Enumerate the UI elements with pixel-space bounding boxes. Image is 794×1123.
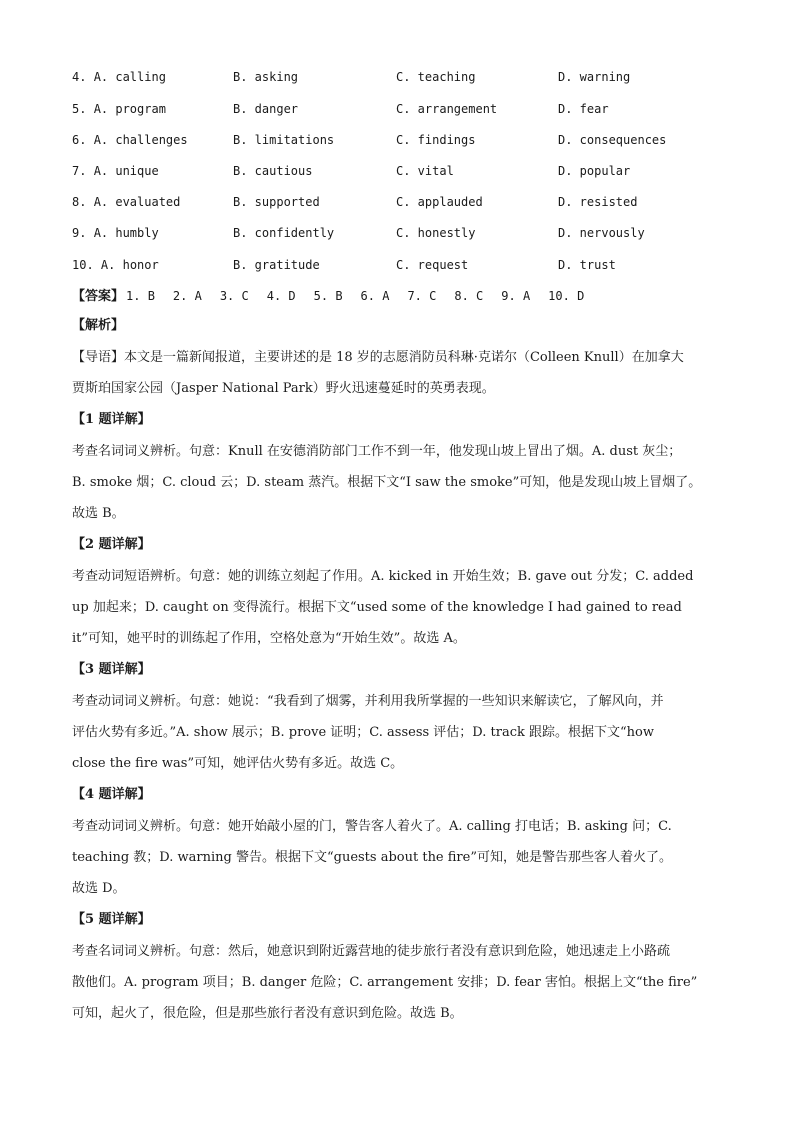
option-b: B. danger xyxy=(233,102,299,116)
option-b: B. confidently xyxy=(233,226,335,240)
option-c: C. honestly xyxy=(396,226,476,240)
answer-item: 1. B xyxy=(126,289,155,303)
option-b: B. limitations xyxy=(233,133,335,147)
answer-item: 10. D xyxy=(548,289,585,303)
answer-item: 8. C xyxy=(454,289,484,303)
detail-line: 故选 B。 xyxy=(72,506,125,521)
option-b: B. asking xyxy=(233,70,299,84)
option-b: B. cautious xyxy=(233,164,313,178)
option-a: 6. A. challenges xyxy=(72,133,188,147)
detail-heading: 【4 题详解】 xyxy=(72,787,151,802)
detail-line: 可知，起火了，很危险，但是那些旅行者没有意识到危险。故选 B。 xyxy=(72,1006,463,1021)
detail-line: 考查动词短语辨析。句意：她的训练立刻起了作用。A. kicked in 开始生效；B. gave out 分发；C. added xyxy=(72,569,694,584)
option-d: D. resisted xyxy=(558,195,638,209)
detail-line: 考查动词词义辨析。句意：她开始敲小屋的门，警告客人着火了。A. calling 打电话；B. asking 问；C. xyxy=(72,819,672,834)
detail-line: 故选 D。 xyxy=(72,881,126,896)
option-c: C. teaching xyxy=(396,70,476,84)
option-d: D. fear xyxy=(558,102,609,116)
detail-line: up 加起来；D. caught on 变得流行。根据下文“used some of the knowledge I had gained to read xyxy=(72,600,682,615)
detail-line: 散他们。A. program 项目；B. danger 危险；C. arrangement 安排；D. fear 害怕。根据上文“the fire” xyxy=(72,975,698,990)
intro-line: 贾斯珀国家公园（Jasper National Park）野火迅速蔓延时的英勇表现。 xyxy=(72,381,495,396)
answer-item: 7. C xyxy=(407,289,437,303)
answer-item: 4. D xyxy=(266,289,296,303)
option-b: B. gratitude xyxy=(233,258,320,272)
option-c: C. vital xyxy=(396,164,454,178)
option-d: D. consequences xyxy=(558,133,667,147)
option-b: B. supported xyxy=(233,195,320,209)
detail-line: teaching 教；D. warning 警告。根据下文“guests about the fire”可知，她是警告那些客人着火了。 xyxy=(72,850,672,865)
option-c: C. request xyxy=(396,258,469,272)
detail-line: it”可知，她平时的训练起了作用，空格处意为“开始生效”。故选 A。 xyxy=(72,631,466,646)
answer-tag: 【答案】 xyxy=(72,289,125,304)
intro-line: 【导语】本文是一篇新闻报道，主要讲述的是 18 岁的志愿消防员科琳·克诺尔（Colleen Knull）在加拿大 xyxy=(72,350,684,365)
answer-item: 9. A xyxy=(501,289,531,303)
option-a: 8. A. evaluated xyxy=(72,195,181,209)
detail-line: B. smoke 烟；C. cloud 云；D. steam 蒸汽。根据下文“I saw the smoke”可知，他是发现山坡上冒烟了。 xyxy=(72,475,702,490)
detail-line: 考查名词词义辨析。句意：然后，她意识到附近露营地的徒步旅行者没有意识到危险，她迅速走上小路疏 xyxy=(72,944,671,959)
option-a: 7. A. unique xyxy=(72,164,159,178)
detail-line: 考查名词词义辨析。句意：Knull 在安德消防部门工作不到一年，他发现山坡上冒出了烟。A. dust 灰尘； xyxy=(72,444,682,459)
option-a: 4. A. calling xyxy=(72,70,166,84)
answer-key xyxy=(72,286,584,307)
detail-line: 考查动词词义辨析。句意：她说：“我看到了烟雾，并利用我所掌握的一些知识来解读它，了解风向，并 xyxy=(72,694,664,709)
option-c: C. findings xyxy=(396,133,476,147)
option-d: D. popular xyxy=(558,164,631,178)
answer-item: 6. A xyxy=(360,289,390,303)
option-d: D. trust xyxy=(558,258,616,272)
answer-item: 5. B xyxy=(313,289,343,303)
answer-item: 3. C xyxy=(219,289,249,303)
option-a: 10. A. honor xyxy=(72,258,159,272)
detail-heading: 【5 题详解】 xyxy=(72,912,151,927)
option-d: D. nervously xyxy=(558,226,645,240)
detail-heading: 【1 题详解】 xyxy=(72,412,151,427)
answer-item: 2. A xyxy=(172,289,202,303)
option-c: C. arrangement xyxy=(396,102,498,116)
detail-heading: 【3 题详解】 xyxy=(72,662,151,677)
option-d: D. warning xyxy=(558,70,631,84)
analysis-heading: 【解析】 xyxy=(72,318,125,333)
option-a: 9. A. humbly xyxy=(72,226,159,240)
option-a: 5. A. program xyxy=(72,102,166,116)
detail-heading: 【2 题详解】 xyxy=(72,537,151,552)
detail-line: 评估火势有多近。”A. show 展示；B. prove 证明；C. assess 评估；D. track 跟踪。根据下文“how xyxy=(72,725,654,740)
option-c: C. applauded xyxy=(396,195,483,209)
detail-line: close the fire was”可知，她评估火势有多近。故选 C。 xyxy=(72,756,404,771)
